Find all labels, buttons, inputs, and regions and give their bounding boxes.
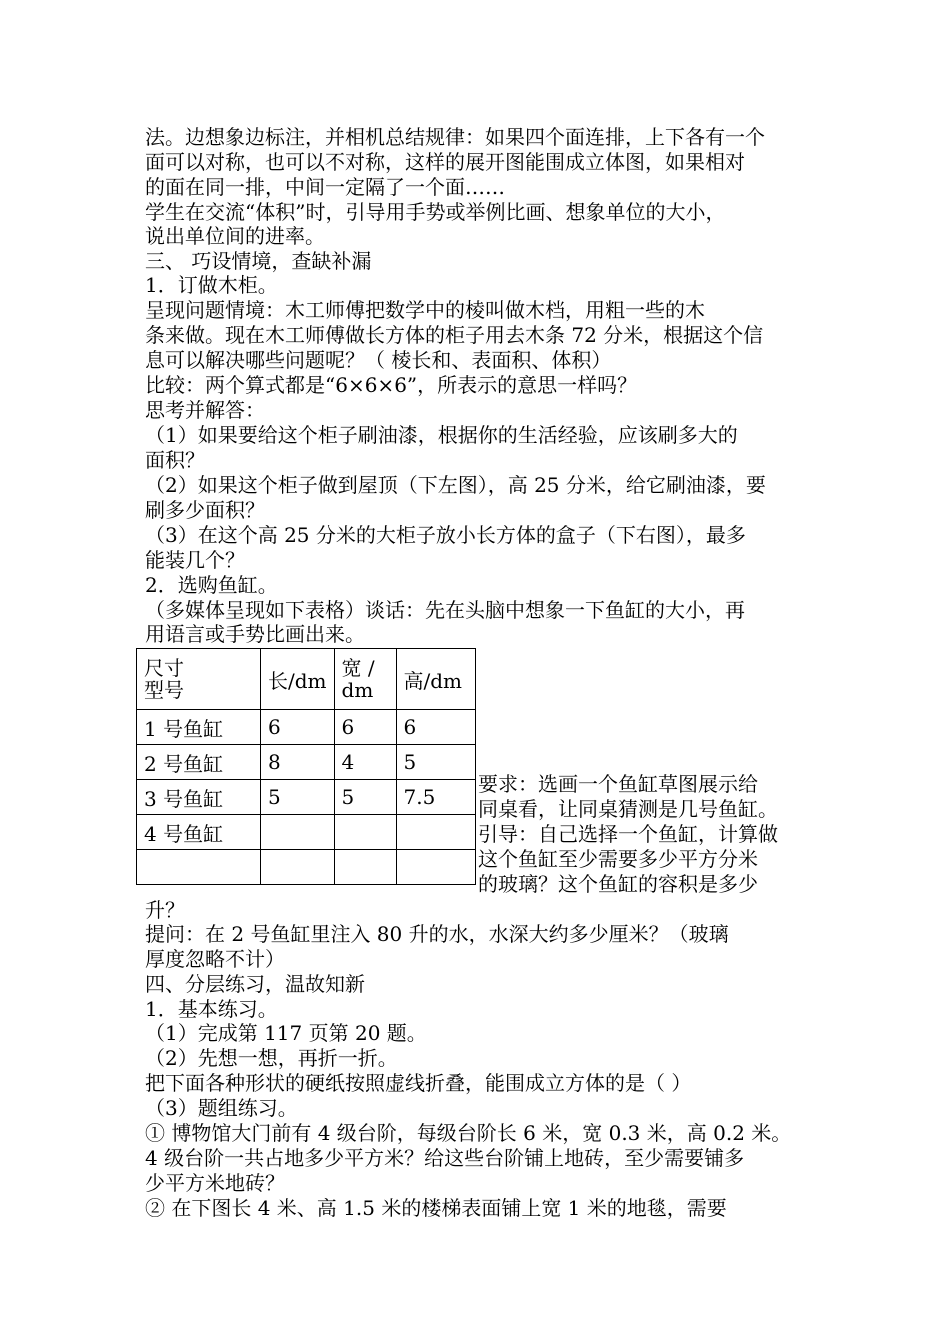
header-model: 型号 — [144, 678, 184, 702]
cell-width: 5 — [334, 780, 396, 815]
side-text-line: 要求：选画一个鱼缸草图展示给 — [478, 772, 758, 796]
text-line: 把下面各种形状的硬纸按照虚线折叠，能围成立方体的是（ ） — [145, 1071, 692, 1095]
text-line: 升？ — [145, 898, 185, 922]
side-text-line: 的玻璃？这个鱼缸的容积是多少 — [478, 872, 758, 896]
text-line: 能装几个？ — [145, 548, 245, 572]
cell-length — [261, 850, 335, 885]
table-row — [137, 745, 476, 780]
cell-width — [334, 815, 396, 850]
header-size: 尺寸 — [144, 656, 184, 680]
cell-height — [396, 850, 475, 885]
subsection-heading: 2．选购鱼缸。 — [145, 573, 278, 597]
cell-model: 1 号鱼缸 — [137, 710, 261, 745]
cell-length: 6 — [261, 710, 335, 745]
text-line: 少平方米地砖？ — [145, 1171, 285, 1195]
header-width — [334, 649, 396, 710]
cell-length — [261, 815, 335, 850]
side-text-line: 这个鱼缸至少需要多少平方分米 — [478, 847, 758, 871]
text-line: 学生在交流“体积”时，引导用手势或举例比画、想象单位的大小， — [145, 200, 726, 224]
side-text-line: 同桌看，让同桌猜测是几号鱼缸。 — [478, 797, 778, 821]
cell-model: 3 号鱼缸 — [137, 780, 261, 815]
side-text-line: 引导：自己选择一个鱼缸，计算做 — [478, 822, 778, 846]
text-line: 思考并解答： — [145, 398, 265, 422]
cell-model — [137, 850, 261, 885]
text-line: （3）在这个高 25 分米的大柜子放小长方体的盒子（下右图），最多 — [145, 523, 746, 547]
text-line: 刷多少面积？ — [145, 498, 265, 522]
subsection-heading: 1．基本练习。 — [145, 997, 278, 1021]
section-heading: 四、分层练习，温故知新 — [145, 972, 365, 996]
text-line: 比较：两个算式都是“6×6×6”，所表示的意思一样吗？ — [145, 373, 638, 397]
text-line: ① 博物馆大门前有 4 级台阶，每级台阶长 6 米，宽 0.3 米，高 0.2 米。 — [145, 1121, 792, 1145]
cell-height: 6 — [396, 710, 475, 745]
text-line: （多媒体呈现如下表格）谈话：先在头脑中想象一下鱼缸的大小，再 — [145, 598, 745, 622]
header-length: 长/dm — [261, 649, 335, 710]
cell-model: 4 号鱼缸 — [137, 815, 261, 850]
table-row — [137, 710, 476, 745]
text-line: 法。边想象边标注，并相机总结规律：如果四个面连排，上下各有一个 — [145, 125, 765, 149]
text-line: 呈现问题情境：木工师傅把数学中的棱叫做木档，用粗一些的木 — [145, 298, 705, 322]
header-height: 高/dm — [396, 649, 475, 710]
text-line: 息可以解决哪些问题呢？（ 棱长和、表面积、体积） — [145, 348, 612, 372]
cell-width — [334, 850, 396, 885]
text-line: 说出单位间的进率。 — [145, 224, 325, 248]
text-line: 面可以对称，也可以不对称，这样的展开图能围成立体图，如果相对 — [145, 150, 745, 174]
text-line: 面积？ — [145, 448, 205, 472]
text-line: （2）如果这个柜子做到屋顶（下左图），高 25 分米，给它刷油漆，要 — [145, 473, 766, 497]
header-width-label: 宽 / — [341, 656, 375, 680]
text-line: （1）如果要给这个柜子刷油漆，根据你的生活经验，应该刷多大的 — [145, 423, 738, 447]
table-row — [137, 780, 476, 815]
table-row — [137, 815, 476, 850]
text-line: （3）题组练习。 — [145, 1096, 298, 1120]
text-line: 4 级台阶一共占地多少平方米？给这些台阶铺上地砖，至少需要铺多 — [145, 1146, 745, 1170]
section-heading: 三、 巧设情境，查缺补漏 — [145, 249, 372, 273]
cell-height: 5 — [396, 745, 475, 780]
fish-tank-table — [136, 648, 476, 885]
cell-model: 2 号鱼缸 — [137, 745, 261, 780]
cell-height: 7.5 — [396, 780, 475, 815]
subsection-heading: 1．订做木柜。 — [145, 273, 278, 297]
cell-length: 5 — [261, 780, 335, 815]
cell-width: 4 — [334, 745, 396, 780]
table-row — [137, 850, 476, 885]
header-width-unit: dm — [341, 678, 374, 702]
text-line: （2）先想一想，再折一折。 — [145, 1046, 398, 1070]
cell-length: 8 — [261, 745, 335, 780]
text-line: 厚度忽略不计） — [145, 947, 285, 971]
header-size-model — [137, 649, 261, 710]
table-header-row — [137, 649, 476, 710]
cell-height — [396, 815, 475, 850]
text-line: （1）完成第 117 页第 20 题。 — [145, 1021, 427, 1045]
text-line: 用语言或手势比画出来。 — [145, 622, 365, 646]
text-line: ② 在下图长 4 米、高 1.5 米的楼梯表面铺上宽 1 米的地毯，需要 — [145, 1196, 727, 1220]
cell-width: 6 — [334, 710, 396, 745]
text-line: 提问：在 2 号鱼缸里注入 80 升的水，水深大约多少厘米？（玻璃 — [145, 922, 729, 946]
text-line: 的面在同一排，中间一定隔了一个面…… — [145, 175, 505, 199]
text-line: 条来做。现在木工师傅做长方体的柜子用去木条 72 分米，根据这个信 — [145, 323, 764, 347]
